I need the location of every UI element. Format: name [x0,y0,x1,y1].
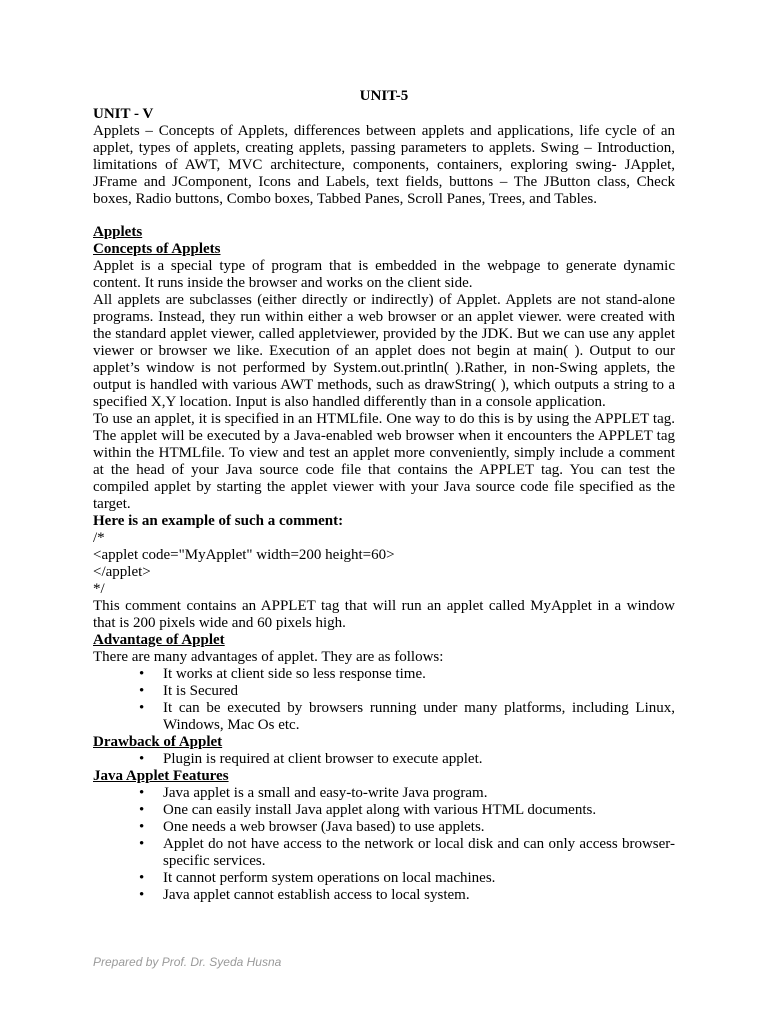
list-item: • Plugin is required at client browser to execute applet. [93,751,675,768]
example-note: This comment contains an APPLET tag that will run an applet called MyApplet in a window that is 200 pixels wide and 60 pixels high. [93,598,675,631]
drawback-list [93,751,675,768]
list-item: • It is Secured [93,683,675,700]
features-heading: Java Applet Features [93,768,229,784]
list-item: • One needs a web browser (Java based) to use applets. [93,819,675,836]
list-item: • It cannot perform system operations on local machines. [93,870,675,887]
code-line: /* [93,530,105,546]
example-heading: Here is an example of such a comment: [93,513,344,529]
advantage-heading: Advantage of Applet [93,632,225,648]
advantage-list [93,666,675,734]
unit-title: UNIT-5 [359,88,409,104]
list-item: • It works at client side so less response time. [93,666,675,683]
list-item: • It can be executed by browsers running under many platforms, including Linux, Windows, Mac Os etc. [93,700,675,734]
syllabus-paragraph: Applets – Concepts of Applets, differences between applets and applications, life cycle of an applet, types of applets, creating applets, passing parameters to applets. Swing – Introduction, limitations of AWT, MVC architecture, components, containers, exploring swing- JApplet, JFrame and JComponent, Icons and Labels, text fields, buttons – The JButton class, Check boxes, Radio buttons, Combo boxes, Tabbed Panes, Scroll Panes, Trees, and Tables. [93,123,675,207]
concepts-paragraph-3: To use an applet, it is specified in an HTMLfile. One way to do this is by using the APPLET tag. The applet will be executed by a Java-enabled web browser when it encounters the APPLET tag within the HTMLfile. To view and test an applet more conveniently, simply include a comment at the head of your Java source code file that contains the APPLET tag. You can test the compiled applet by starting the applet viewer with your Java source code file specified as the target. [93,411,675,512]
code-line: */ [93,581,105,597]
list-item: • Applet do not have access to the network or local disk and can only access browser-specific services. [93,836,675,870]
spacer [93,208,675,224]
list-item: • Java applet cannot establish access to local system. [93,887,675,904]
features-list [93,785,675,904]
unit-label: UNIT - V [93,106,154,122]
concepts-paragraph-2: All applets are subclasses (either directly or indirectly) of Applet. Applets are not stand-alone programs. Instead, they run within either a web browser or an applet viewer. were created with the standard applet viewer, called appletviewer, provided by the JDK. But we can use any applet viewer or browser we like. Execution of an applet does not begin at main( ). Output to our applet’s window is not performed by System.out.println( ).Rather, in non-Swing applets, the output is handled with various AWT methods, such as drawString( ), which outputs a string to a specified X,Y location. Input is also handled differently than in a console application. [93,292,675,410]
page-content [93,87,675,904]
concepts-paragraph-1: Applet is a special type of program that is embedded in the webpage to generate dynamic content. It runs inside the browser and works on the client side. [93,258,675,291]
code-line: <applet code="MyApplet" width=200 height=60> [93,547,395,563]
applets-heading: Applets [93,224,143,240]
code-line: </applet> [93,564,151,580]
drawback-heading: Drawback of Applet [93,734,223,750]
advantage-intro: There are many advantages of applet. They are as follows: [93,649,444,665]
footer-credit: Prepared by Prof. Dr. Syeda Husna [93,955,282,969]
list-item: • Java applet is a small and easy-to-write Java program. [93,785,675,802]
concepts-heading: Concepts of Applets [93,241,221,257]
list-item: • One can easily install Java applet along with various HTML documents. [93,802,675,819]
